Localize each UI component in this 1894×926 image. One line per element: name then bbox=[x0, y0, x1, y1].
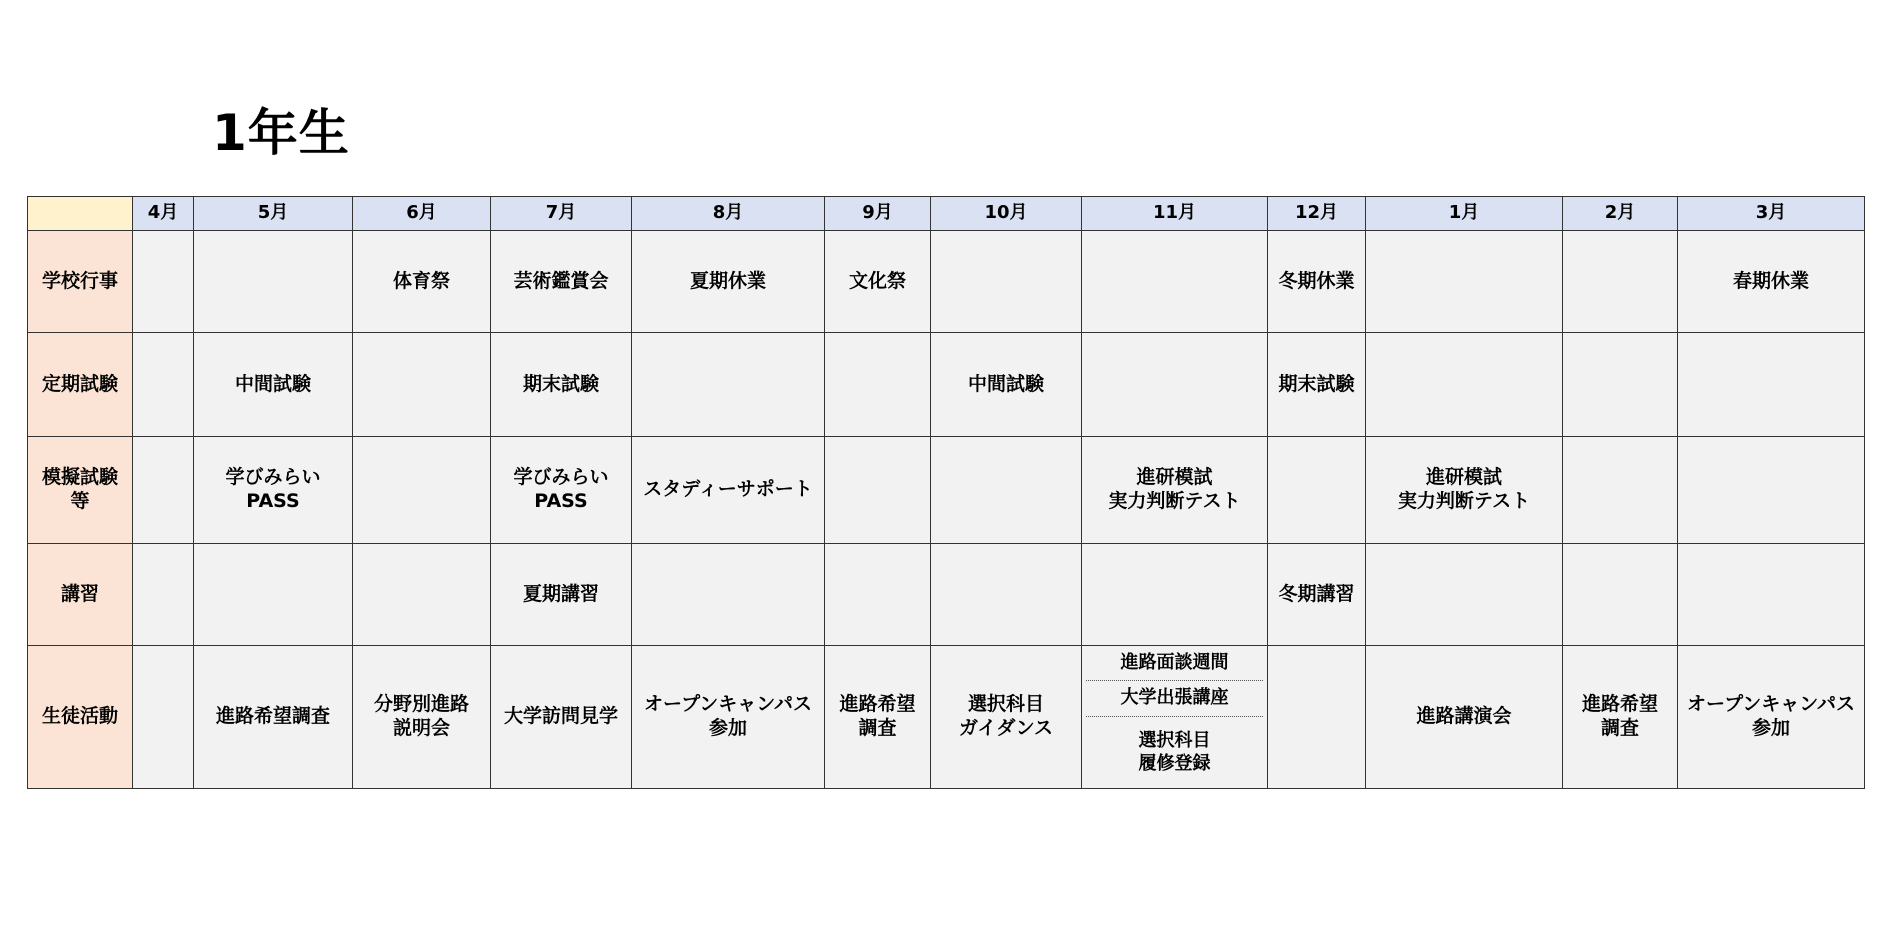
row-label-line: 等 bbox=[70, 490, 90, 512]
table-cell bbox=[353, 646, 491, 789]
cell-line: 学びみらい bbox=[225, 466, 321, 489]
table-cell bbox=[632, 333, 825, 437]
table-cell bbox=[1268, 437, 1366, 544]
table-cell bbox=[1678, 437, 1865, 544]
table-cell bbox=[133, 646, 194, 789]
table-cell bbox=[931, 646, 1082, 789]
table-cell bbox=[1082, 231, 1268, 333]
cell-line: 選択科目 bbox=[967, 693, 1044, 716]
annual-schedule-table bbox=[27, 196, 1865, 789]
table-cell bbox=[1563, 231, 1678, 333]
cell-line: 進研模試 bbox=[1136, 466, 1213, 489]
row-student-activities bbox=[28, 646, 1865, 789]
row-mock-exams bbox=[28, 437, 1865, 544]
table-cell bbox=[353, 437, 491, 544]
table-cell: 進路講演会 bbox=[1366, 646, 1563, 789]
table-cell bbox=[133, 231, 194, 333]
month-header: 5月 bbox=[194, 197, 353, 231]
cell-line: PASS bbox=[534, 490, 588, 512]
cell-line: 学びみらい bbox=[513, 466, 609, 489]
table-cell bbox=[825, 333, 931, 437]
month-header: 11月 bbox=[1082, 197, 1268, 231]
table-cell bbox=[1082, 544, 1268, 646]
table-cell: スタディーサポート bbox=[632, 437, 825, 544]
corner-cell bbox=[28, 197, 133, 231]
page-title: 1年生 bbox=[212, 104, 350, 162]
cell-line: 実力判断テスト bbox=[1397, 490, 1531, 512]
table-cell bbox=[1082, 333, 1268, 437]
cell-line: 大学出張講座 bbox=[1120, 687, 1229, 709]
table-cell: 夏期講習 bbox=[491, 544, 632, 646]
month-header-row bbox=[28, 197, 1865, 231]
table-cell: 文化祭 bbox=[825, 231, 931, 333]
cell-line: 実力判断テスト bbox=[1108, 490, 1241, 512]
month-header: 3月 bbox=[1678, 197, 1865, 231]
table-cell: 夏期休業 bbox=[632, 231, 825, 333]
table-cell bbox=[194, 544, 353, 646]
month-header: 1月 bbox=[1366, 197, 1563, 231]
table-cell bbox=[194, 437, 353, 544]
month-header: 12月 bbox=[1268, 197, 1366, 231]
table-cell: 大学訪問見学 bbox=[491, 646, 632, 789]
table-cell bbox=[353, 544, 491, 646]
table-cell bbox=[1366, 333, 1563, 437]
month-header: 10月 bbox=[931, 197, 1082, 231]
table-cell bbox=[1678, 646, 1865, 789]
table-cell bbox=[194, 231, 353, 333]
table-cell bbox=[1678, 333, 1865, 437]
row-regular-exams bbox=[28, 333, 1865, 437]
month-header: 4月 bbox=[133, 197, 194, 231]
table-cell bbox=[1563, 437, 1678, 544]
table-cell: 春期休業 bbox=[1678, 231, 1865, 333]
cell-line: オープンキャンパス bbox=[1687, 693, 1855, 716]
cell-line: 選択科目 bbox=[1138, 730, 1211, 751]
cell-line: 参加 bbox=[1751, 717, 1790, 739]
cell-line: 履修登録 bbox=[1138, 752, 1211, 774]
sub-entry bbox=[1086, 716, 1263, 788]
cell-line: 進路希望 bbox=[1581, 693, 1658, 716]
table-cell bbox=[491, 437, 632, 544]
cell-line: PASS bbox=[246, 490, 300, 512]
row-school-events bbox=[28, 231, 1865, 333]
sub-entry bbox=[1086, 646, 1263, 680]
table-cell bbox=[632, 646, 825, 789]
table-cell: 冬期講習 bbox=[1268, 544, 1366, 646]
sub-entry bbox=[1086, 680, 1263, 716]
month-header: 2月 bbox=[1563, 197, 1678, 231]
table-cell bbox=[1563, 333, 1678, 437]
cell-line: 説明会 bbox=[392, 717, 450, 739]
table-cell: 中間試験 bbox=[194, 333, 353, 437]
table-cell bbox=[931, 437, 1082, 544]
table-cell bbox=[133, 544, 194, 646]
month-header: 6月 bbox=[353, 197, 491, 231]
table-cell bbox=[1366, 437, 1563, 544]
table-cell bbox=[1563, 544, 1678, 646]
table-cell bbox=[133, 437, 194, 544]
table-cell: 冬期休業 bbox=[1268, 231, 1366, 333]
row-label: 生徒活動 bbox=[28, 646, 133, 789]
table-cell bbox=[1678, 544, 1865, 646]
table-cell bbox=[133, 333, 194, 437]
cell-line: 調査 bbox=[858, 717, 897, 739]
table-cell bbox=[931, 544, 1082, 646]
table-cell bbox=[1563, 646, 1678, 789]
table-cell bbox=[353, 333, 491, 437]
table-cell-stacked bbox=[1082, 646, 1268, 789]
row-lectures bbox=[28, 544, 1865, 646]
table-cell bbox=[1082, 437, 1268, 544]
cell-line: 分野別進路 bbox=[373, 693, 469, 716]
table-cell: 芸術鑑賞会 bbox=[491, 231, 632, 333]
table-cell bbox=[1366, 231, 1563, 333]
stacked-entries bbox=[1082, 646, 1267, 788]
table-cell bbox=[931, 231, 1082, 333]
table-cell bbox=[1268, 646, 1366, 789]
table-cell bbox=[825, 437, 931, 544]
cell-line: 参加 bbox=[708, 717, 747, 739]
table-cell bbox=[1366, 544, 1563, 646]
table-cell: 進路希望調査 bbox=[194, 646, 353, 789]
cell-line: 進研模試 bbox=[1425, 466, 1502, 489]
row-label: 学校行事 bbox=[28, 231, 133, 333]
cell-line: オープンキャンパス bbox=[644, 693, 812, 716]
month-header: 7月 bbox=[491, 197, 632, 231]
row-label-line: 模擬試験 bbox=[41, 466, 118, 489]
row-label: 定期試験 bbox=[28, 333, 133, 437]
cell-line: ガイダンス bbox=[958, 717, 1054, 739]
cell-line: 調査 bbox=[1600, 717, 1639, 739]
table-cell: 体育祭 bbox=[353, 231, 491, 333]
cell-line: 進路面談週間 bbox=[1120, 651, 1229, 673]
table-cell bbox=[632, 544, 825, 646]
row-label bbox=[28, 437, 133, 544]
cell-line: 進路希望 bbox=[839, 693, 916, 716]
table-cell: 期末試験 bbox=[1268, 333, 1366, 437]
table-cell bbox=[825, 544, 931, 646]
table-cell: 期末試験 bbox=[491, 333, 632, 437]
table-cell: 中間試験 bbox=[931, 333, 1082, 437]
row-label: 講習 bbox=[28, 544, 133, 646]
table-cell bbox=[825, 646, 931, 789]
month-header: 9月 bbox=[825, 197, 931, 231]
month-header: 8月 bbox=[632, 197, 825, 231]
